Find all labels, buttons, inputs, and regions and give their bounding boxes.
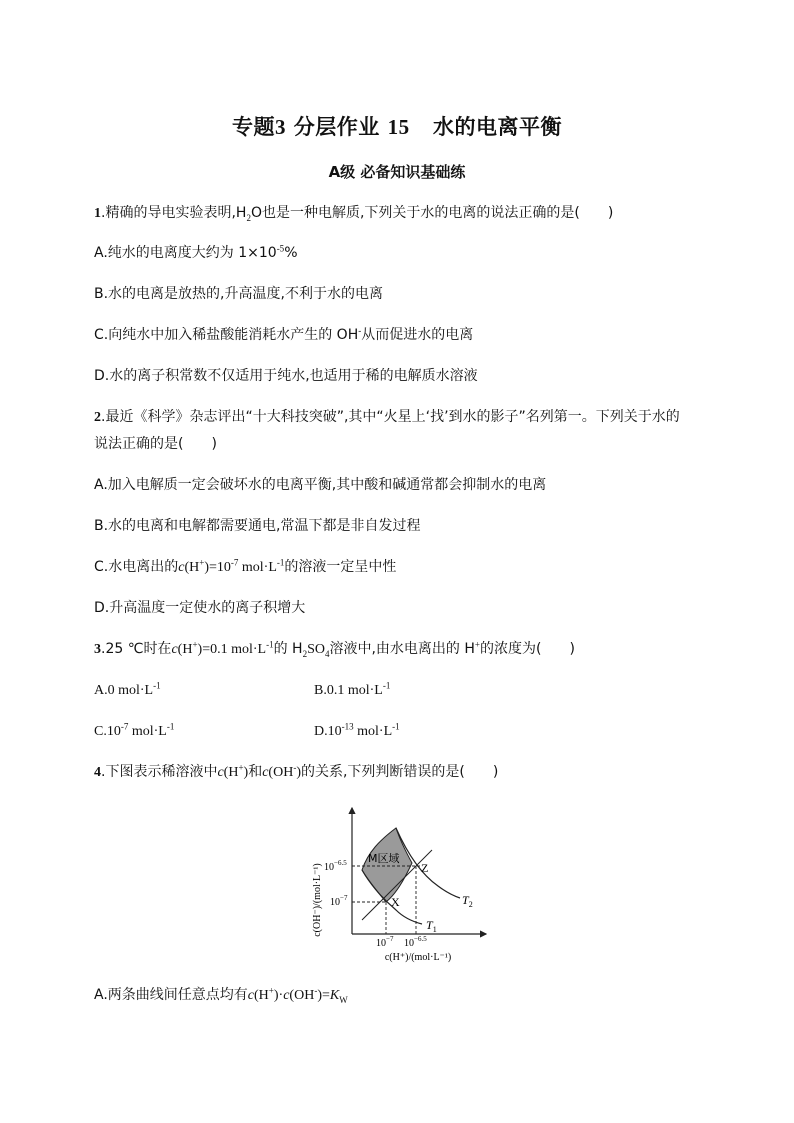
question-3-stem: 3.25 ℃时在c(H+)=0.1 $mol\cdot L^{-1}$的 $H_2SO_4$溶液中,由水电离出的 H+的浓度为( ) (94, 639, 575, 659)
question-4-option-a: A.两条曲线间任意点均有$c(H^+)\cdot c(OH^-)=K_W$ (94, 985, 348, 1005)
m-region (362, 828, 412, 902)
question-2-stem-line-2: 说法正确的是( ) (94, 436, 217, 452)
question-1-stem: 1.精确的导电实验表明$,H_2O$也是一种电解质,下列关于水的电离的说法正确的是( ) (94, 205, 614, 223)
point-x-label: X (391, 895, 400, 909)
question-1-option-c: C.向纯水中加入稀盐酸能消耗水产生的 OH-从而促进水的电离 (94, 325, 474, 343)
question-1-option-a: A.纯水的电离度大约为 $1\times 10^{-5}\%$ (94, 243, 298, 261)
y-axis-label: c(OH⁻)/(mol·L⁻¹) (312, 863, 323, 937)
question-2-option-a: A.加入电解质一定会破坏水的电离平衡,其中酸和碱通常都会抑制水的电离 (94, 477, 547, 493)
question-1-option-b: B.水的电离是放热的,升高温度,不利于水的电离 (94, 286, 383, 302)
question-1-option-d: D.水的离子积常数不仅适用于纯水,也适用于稀的电解质水溶液 (94, 368, 478, 384)
curve-t2-label: $T_2$ (462, 893, 473, 909)
point-z-label: Z (421, 861, 429, 875)
question-2-stem-line-1: 2.最近《科学》杂志评出“十大科技突破”,其中“火星上‘找’到水的影子”名列第一。下列关于水的 (94, 409, 680, 425)
y-tick-2: $10^{-7}$ (330, 894, 348, 908)
x-tick-1: $10^{-7}$ (376, 935, 394, 949)
x-axis-label: c(H⁺)/(mol·L⁻¹) (384, 952, 452, 963)
y-tick-1: $10^{-6.5}$ (324, 859, 347, 873)
question-4-stem: 4.下图表示稀溶液中c(H+)和c(OH-)的关系,下列判断错误的是( ) (94, 762, 499, 780)
ion-product-figure (300, 800, 500, 970)
page-title: 专题3 分层作业 15 水的电离平衡 (231, 115, 563, 139)
curve-t1-label: $T_1$ (426, 918, 437, 934)
question-2-option-c: C.水电离出的$c(H^+)=10^{-7}$ $mol\cdot L^{-1}$的溶液一定呈中性 (94, 557, 397, 575)
question-2-option-b: B.水的电离和电解都需要通电,常温下都是非自发过程 (94, 518, 421, 534)
question-3-options-cd: $C.10^{-7}$ $mol\cdot L^{-1}$ $D.10^{-13}$ $mol\cdot L^{-1}$ (94, 721, 400, 739)
x-tick-2: $10^{-6.5}$ (404, 935, 427, 949)
m-region-label: M区域 (368, 852, 400, 865)
question-2-option-d: D.升高温度一定使水的离子积增大 (94, 600, 306, 616)
section-heading: A级 必备知识基础练 (328, 163, 466, 181)
question-3-options-ab: A.0 $mol\cdot L^{-1}$ B.0.1 $mol\cdot L^{-1}$ (94, 680, 391, 698)
